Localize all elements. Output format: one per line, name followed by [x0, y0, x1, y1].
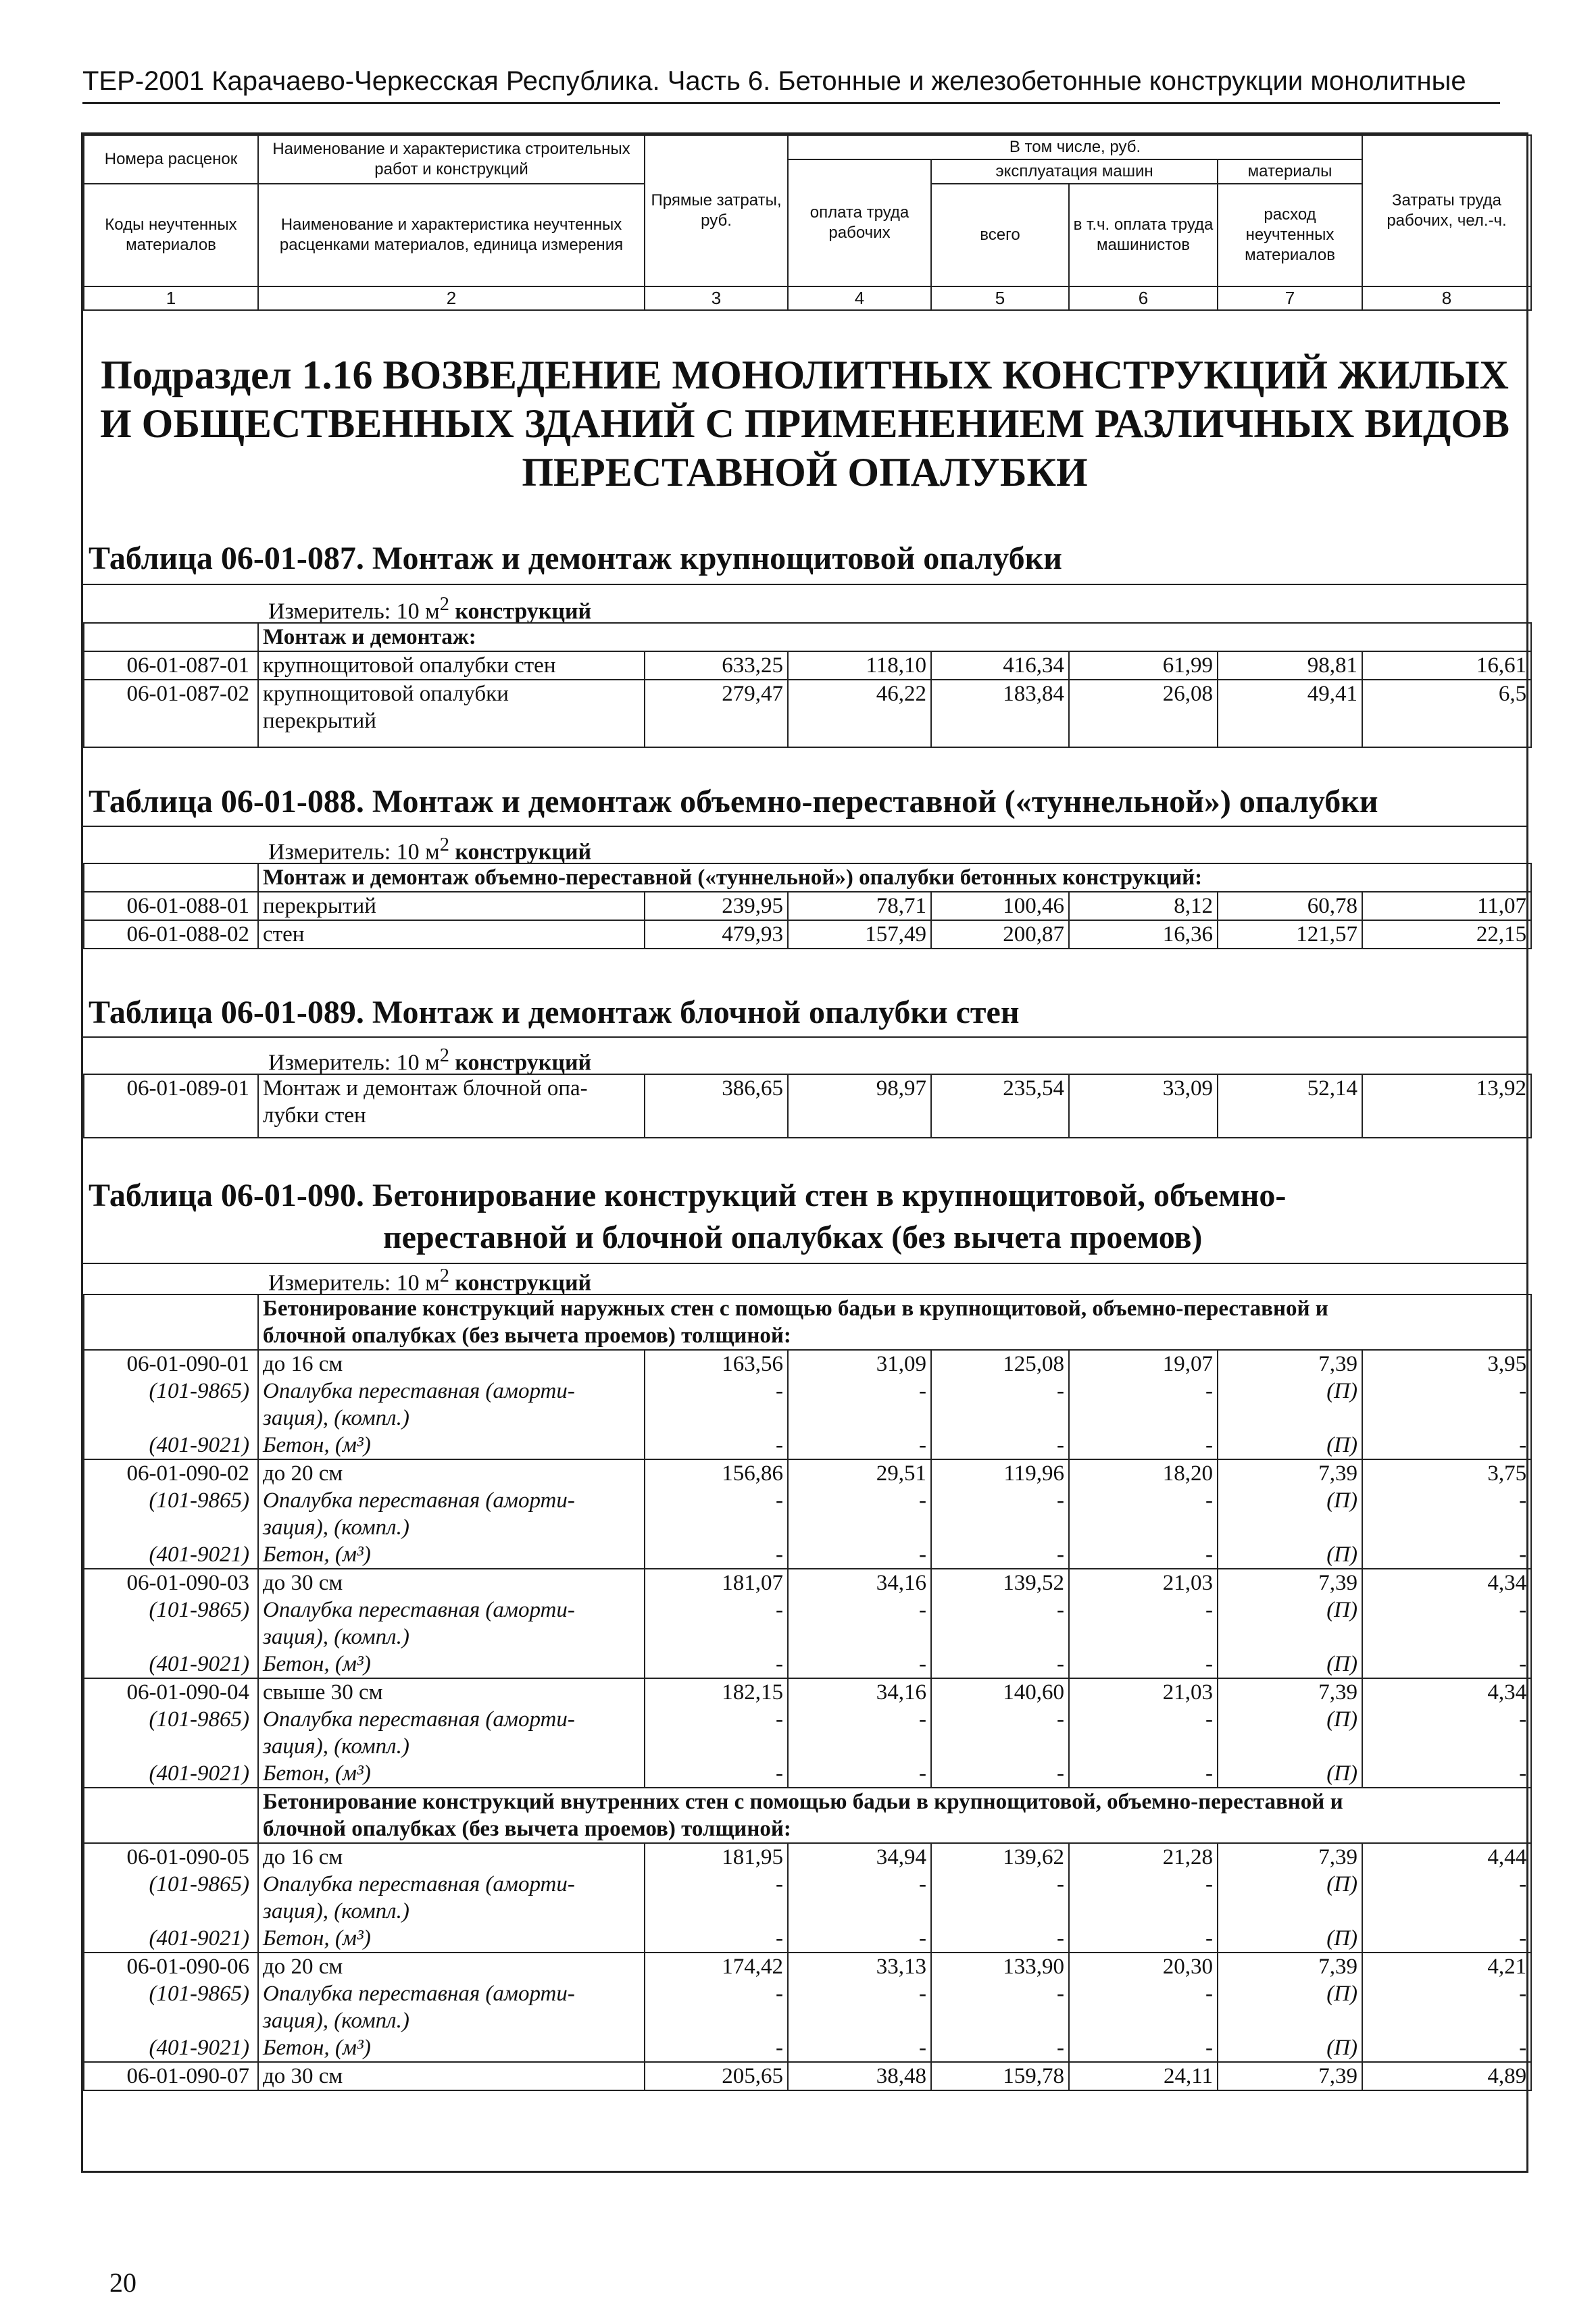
machines-total: - — [931, 1432, 1069, 1459]
machinist-wages: - — [1069, 1378, 1218, 1432]
material-code: (101-9865) — [84, 1706, 258, 1760]
table-088-unit — [268, 834, 591, 865]
direct-costs: 156,86 — [645, 1459, 788, 1487]
machines-total: 139,52 — [931, 1569, 1069, 1596]
table-090-unit — [268, 1265, 591, 1296]
table-089-unit — [268, 1045, 591, 1076]
machinist-wages: 21,03 — [1069, 1678, 1218, 1706]
col-header-materials: материалы — [1218, 159, 1362, 184]
material-code: (401-9021) — [84, 2034, 258, 2062]
labor-costs: - — [1362, 2034, 1531, 2062]
direct-costs: 279,47 — [645, 680, 788, 734]
table-row — [84, 651, 1531, 680]
direct-costs: - — [645, 1378, 788, 1432]
labor-costs: 6,5 — [1362, 680, 1531, 734]
material-usage: 49,41 — [1218, 680, 1362, 734]
machines-total: - — [931, 1541, 1069, 1569]
material-usage: 7,39 — [1218, 1843, 1362, 1871]
rate-code: 06-01-087-02 — [84, 680, 258, 734]
column-number: 1 — [84, 286, 258, 310]
material-name-line1: Опалубка переставная (аморти- — [263, 1488, 575, 1513]
machinist-wages: 18,20 — [1069, 1459, 1218, 1487]
machinist-wages: 21,28 — [1069, 1843, 1218, 1871]
work-name: стен — [258, 920, 645, 949]
labor-costs: 3,75 — [1362, 1459, 1531, 1487]
col-header-rate-number: Номера расценок — [84, 135, 258, 184]
material-usage: 52,14 — [1218, 1074, 1362, 1129]
machines-total: 140,60 — [931, 1678, 1069, 1706]
col-header-machines: эксплуатация машин — [931, 159, 1218, 184]
material-name: Бетон, (м³) — [258, 1432, 645, 1459]
price-table-frame — [81, 132, 1528, 2173]
machinist-wages: 20,30 — [1069, 1953, 1218, 1980]
material-usage: 7,39 — [1218, 1569, 1362, 1596]
wages: - — [788, 1378, 931, 1432]
table-087-group: Монтаж и демонтаж: — [258, 623, 1531, 651]
work-name: свыше 30 см — [258, 1678, 645, 1706]
wages: - — [788, 1487, 931, 1541]
labor-costs: - — [1362, 1980, 1531, 2034]
material-usage: 7,39 — [1218, 2062, 1362, 2090]
labor-costs: 4,21 — [1362, 1953, 1531, 1980]
col-header-machinist-wages: в т.ч. оплата труда машинистов — [1069, 184, 1218, 286]
work-name-line2: лубки стен — [263, 1103, 366, 1128]
table-row — [84, 920, 1531, 949]
material-row — [84, 1487, 1531, 1541]
wages: 38,48 — [788, 2062, 931, 2090]
material-name — [258, 1871, 645, 1925]
rate-code: 06-01-090-02 — [84, 1459, 258, 1487]
column-number: 6 — [1069, 286, 1218, 310]
table-088-group: Монтаж и демонтаж объемно-переставной («туннельной») опалубки бетонных конструкций: — [258, 863, 1531, 892]
material-usage: 7,39 — [1218, 1459, 1362, 1487]
material-row — [84, 1596, 1531, 1651]
direct-costs: 163,56 — [645, 1350, 788, 1378]
material-code: (101-9865) — [84, 1596, 258, 1651]
table-row — [84, 1569, 1531, 1596]
group-line1: Бетонирование конструкций внутренних стен с помощью бадьи в крупнощитовой, объемно-переставной и — [263, 1790, 1343, 1814]
col-header-material-names: Наименование и характеристика неучтенных расценками материалов, единица измерения — [258, 184, 645, 286]
machinist-wages: 19,07 — [1069, 1350, 1218, 1378]
material-code: (401-9021) — [84, 1651, 258, 1678]
table-090-title-line2: переставной и блочной опалубках (без вычета проемов) — [383, 1219, 1203, 1255]
column-number: 8 — [1362, 286, 1531, 310]
wages: 34,16 — [788, 1569, 931, 1596]
direct-costs: 182,15 — [645, 1678, 788, 1706]
machinist-wages: - — [1069, 1432, 1218, 1459]
machinist-wages: - — [1069, 1596, 1218, 1651]
page-header: ТЕР-2001 Карачаево-Черкесская Республика. Часть 6. Бетонные и железобетонные конструкции монолитные — [82, 66, 1500, 104]
table-row — [84, 1843, 1531, 1871]
material-row — [84, 1432, 1531, 1459]
table-row — [84, 1074, 1531, 1129]
page-number: 20 — [109, 2267, 136, 2298]
material-name-line1: Опалубка переставная (аморти- — [263, 1707, 575, 1732]
rate-code: 06-01-090-03 — [84, 1569, 258, 1596]
material-row — [84, 1871, 1531, 1925]
wages: - — [788, 2034, 931, 2062]
work-name-line1: Монтаж и демонтаж блочной опа- — [263, 1076, 588, 1101]
rate-code: 06-01-090-07 — [84, 2062, 258, 2090]
divider — [83, 1036, 1526, 1038]
machinist-wages: - — [1069, 1487, 1218, 1541]
direct-costs: - — [645, 1487, 788, 1541]
wages: 31,09 — [788, 1350, 931, 1378]
material-usage: 60,78 — [1218, 892, 1362, 920]
material-code: (101-9865) — [84, 1378, 258, 1432]
direct-costs: - — [645, 1925, 788, 1953]
group-line1: Бетонирование конструкций наружных стен с помощью бадьи в крупнощитовой, объемно-переставной и — [263, 1297, 1328, 1321]
table-row — [84, 680, 1531, 734]
material-name: Бетон, (м³) — [258, 1760, 645, 1788]
machines-total: 200,87 — [931, 920, 1069, 949]
group-line2: блочной опалубках (без вычета проемов) толщиной: — [263, 1324, 791, 1348]
material-name — [258, 1980, 645, 2034]
machinist-wages: 26,08 — [1069, 680, 1218, 734]
wages: - — [788, 1925, 931, 1953]
material-usage: (П) — [1218, 1871, 1362, 1925]
material-name-line1: Опалубка переставная (аморти- — [263, 1872, 575, 1896]
machines-total: - — [931, 1706, 1069, 1760]
machines-total: 159,78 — [931, 2062, 1069, 2090]
unit-sup: 2 — [439, 594, 449, 615]
table-087-unit — [268, 594, 591, 624]
machinist-wages: - — [1069, 1980, 1218, 2034]
wages: 118,10 — [788, 651, 931, 680]
table-088-rows — [83, 863, 1532, 949]
table-089-title: Таблица 06-01-089. Монтаж и демонтаж блочной опалубки стен — [89, 995, 1020, 1030]
material-name-line2: зация), (компл.) — [263, 1406, 409, 1430]
machinist-wages: - — [1069, 1871, 1218, 1925]
direct-costs: 181,07 — [645, 1569, 788, 1596]
material-usage: (П) — [1218, 1596, 1362, 1651]
rate-code: 06-01-089-01 — [84, 1074, 258, 1129]
material-code: (401-9021) — [84, 1541, 258, 1569]
machinist-wages: 8,12 — [1069, 892, 1218, 920]
material-name-line2: зация), (компл.) — [263, 1899, 409, 1923]
column-number: 2 — [258, 286, 645, 310]
unit-prefix: Измеритель: 10 м — [268, 599, 440, 624]
machines-total: - — [931, 1378, 1069, 1432]
material-name — [258, 1596, 645, 1651]
machinist-wages: - — [1069, 1541, 1218, 1569]
material-usage: (П) — [1218, 1925, 1362, 1953]
material-name: Бетон, (м³) — [258, 2034, 645, 2062]
machinist-wages: - — [1069, 1706, 1218, 1760]
machines-total: - — [931, 1980, 1069, 2034]
direct-costs: - — [645, 1432, 788, 1459]
column-number: 4 — [788, 286, 931, 310]
material-usage: 121,57 — [1218, 920, 1362, 949]
labor-costs: 4,34 — [1362, 1569, 1531, 1596]
rate-code: 06-01-090-05 — [84, 1843, 258, 1871]
material-usage: (П) — [1218, 1980, 1362, 2034]
machinist-wages: 16,36 — [1069, 920, 1218, 949]
material-name-line2: зация), (компл.) — [263, 1625, 409, 1649]
material-code: (401-9021) — [84, 1760, 258, 1788]
material-code: (101-9865) — [84, 1980, 258, 2034]
material-name-line1: Опалубка переставная (аморти- — [263, 1598, 575, 1622]
material-row — [84, 1925, 1531, 1953]
machines-total: 235,54 — [931, 1074, 1069, 1129]
table-090-title — [89, 1175, 1507, 1259]
col-header-direct-costs: Прямые затраты, руб. — [645, 135, 788, 286]
unit-prefix: Измеритель: 10 м — [268, 1270, 440, 1296]
wages: - — [788, 1980, 931, 2034]
direct-costs: 181,95 — [645, 1843, 788, 1871]
table-row — [84, 1350, 1531, 1378]
material-row — [84, 1378, 1531, 1432]
material-name — [258, 1378, 645, 1432]
column-numbers-row — [84, 286, 1531, 310]
work-name — [258, 1074, 645, 1129]
material-usage: (П) — [1218, 1378, 1362, 1432]
labor-costs: - — [1362, 1378, 1531, 1432]
unit-suffix: конструкций — [455, 599, 592, 624]
labor-costs: 4,44 — [1362, 1843, 1531, 1871]
column-number: 7 — [1218, 286, 1362, 310]
material-row — [84, 1980, 1531, 2034]
rate-code: 06-01-090-06 — [84, 1953, 258, 1980]
table-087-rows — [83, 622, 1532, 748]
material-name: Бетон, (м³) — [258, 1925, 645, 1953]
material-row — [84, 2034, 1531, 2062]
wages: 34,94 — [788, 1843, 931, 1871]
rate-code: 06-01-090-04 — [84, 1678, 258, 1706]
machinist-wages: 24,11 — [1069, 2062, 1218, 2090]
wages: 98,97 — [788, 1074, 931, 1129]
direct-costs: 386,65 — [645, 1074, 788, 1129]
material-code: (401-9021) — [84, 1432, 258, 1459]
direct-costs: 174,42 — [645, 1953, 788, 1980]
unit-prefix: Измеритель: 10 м — [268, 1050, 440, 1076]
table-090-title-line1: Таблица 06-01-090. Бетонирование конструкций стен в крупнощитовой, объемно- — [89, 1178, 1287, 1213]
labor-costs: - — [1362, 1925, 1531, 1953]
divider — [83, 584, 1526, 585]
material-row — [84, 1760, 1531, 1788]
table-089-rows — [83, 1074, 1532, 1138]
labor-costs: 4,34 — [1362, 1678, 1531, 1706]
col-header-machines-total: всего — [931, 184, 1069, 286]
wages: - — [788, 1596, 931, 1651]
direct-costs: 205,65 — [645, 2062, 788, 2090]
labor-costs: 22,15 — [1362, 920, 1531, 949]
wages: 157,49 — [788, 920, 931, 949]
wages: - — [788, 1541, 931, 1569]
wages: - — [788, 1651, 931, 1678]
labor-costs: - — [1362, 1541, 1531, 1569]
unit-prefix: Измеритель: 10 м — [268, 839, 440, 865]
wages: - — [788, 1432, 931, 1459]
machinist-wages: 61,99 — [1069, 651, 1218, 680]
wages: 34,16 — [788, 1678, 931, 1706]
material-row — [84, 1651, 1531, 1678]
machinist-wages: - — [1069, 1651, 1218, 1678]
labor-costs: - — [1362, 1432, 1531, 1459]
unit-sup: 2 — [439, 1265, 449, 1286]
col-header-including: В том числе, руб. — [788, 135, 1362, 159]
col-header-labor-costs: Затраты труда рабочих, чел.-ч. — [1362, 135, 1531, 286]
material-name-line1: Опалубка переставная (аморти- — [263, 1982, 575, 2006]
blank-cell — [84, 1788, 258, 1843]
direct-costs: 479,93 — [645, 920, 788, 949]
machinist-wages: - — [1069, 1925, 1218, 1953]
labor-costs: 4,89 — [1362, 2062, 1531, 2090]
material-name — [258, 1487, 645, 1541]
wages: 46,22 — [788, 680, 931, 734]
machinist-wages: 33,09 — [1069, 1074, 1218, 1129]
wages: - — [788, 1760, 931, 1788]
material-name-line2: зация), (компл.) — [263, 2009, 409, 2033]
rate-code: 06-01-087-01 — [84, 651, 258, 680]
material-code: (401-9021) — [84, 1925, 258, 1953]
work-name-line2: перекрытий — [263, 709, 376, 733]
table-088-title: Таблица 06-01-088. Монтаж и демонтаж объемно-переставной («туннельной») опалубки — [89, 784, 1378, 820]
labor-costs: 3,95 — [1362, 1350, 1531, 1378]
material-usage: (П) — [1218, 1487, 1362, 1541]
unit-sup: 2 — [439, 834, 449, 855]
work-name: до 30 см — [258, 1569, 645, 1596]
unit-suffix: конструкций — [455, 1270, 592, 1296]
machines-total: 100,46 — [931, 892, 1069, 920]
col-header-material-codes: Коды неучтенных материалов — [84, 184, 258, 286]
material-usage: 7,39 — [1218, 1350, 1362, 1378]
material-usage: 7,39 — [1218, 1953, 1362, 1980]
direct-costs: - — [645, 1706, 788, 1760]
rate-code: 06-01-090-01 — [84, 1350, 258, 1378]
machinist-wages: 21,03 — [1069, 1569, 1218, 1596]
direct-costs: - — [645, 2034, 788, 2062]
material-usage: (П) — [1218, 2034, 1362, 2062]
material-code: (101-9865) — [84, 1871, 258, 1925]
table-090-group — [258, 1788, 1531, 1843]
work-name: до 20 см — [258, 1459, 645, 1487]
table-087-title: Таблица 06-01-087. Монтаж и демонтаж крупнощитовой опалубки — [89, 540, 1062, 576]
direct-costs: 633,25 — [645, 651, 788, 680]
blank-cell — [84, 1294, 258, 1350]
material-usage: (П) — [1218, 1541, 1362, 1569]
col-header-work-name: Наименование и характеристика строительных работ и конструкций — [258, 135, 645, 184]
material-name: Бетон, (м³) — [258, 1651, 645, 1678]
labor-costs: - — [1362, 1706, 1531, 1760]
material-name-line1: Опалубка переставная (аморти- — [263, 1379, 575, 1403]
machines-total: 125,08 — [931, 1350, 1069, 1378]
table-090-rows — [83, 1294, 1532, 2091]
machinist-wages: - — [1069, 1760, 1218, 1788]
work-name: до 20 см — [258, 1953, 645, 1980]
labor-costs: - — [1362, 1871, 1531, 1925]
wages: - — [788, 1706, 931, 1760]
material-usage: 7,39 — [1218, 1678, 1362, 1706]
labor-costs: 11,07 — [1362, 892, 1531, 920]
rate-code: 06-01-088-02 — [84, 920, 258, 949]
labor-costs: - — [1362, 1760, 1531, 1788]
work-name: до 30 см — [258, 2062, 645, 2090]
material-row — [84, 1706, 1531, 1760]
wages: 29,51 — [788, 1459, 931, 1487]
machines-total: - — [931, 1651, 1069, 1678]
machines-total: 139,62 — [931, 1843, 1069, 1871]
unit-sup: 2 — [439, 1045, 449, 1066]
direct-costs: - — [645, 1651, 788, 1678]
machinist-wages: - — [1069, 2034, 1218, 2062]
subsection-title: Подраздел 1.16 ВОЗВЕДЕНИЕ МОНОЛИТНЫХ КОНСТРУКЦИЙ ЖИЛЫХ И ОБЩЕСТВЕННЫХ ЗДАНИЙ С ПРИМЕНЕНИЕМ РАЗЛИЧНЫХ ВИДОВ ПЕРЕСТАВНОЙ ОПАЛУБКИ — [100, 353, 1510, 495]
material-usage: (П) — [1218, 1706, 1362, 1760]
wages: - — [788, 1871, 931, 1925]
rate-code: 06-01-088-01 — [84, 892, 258, 920]
machines-total: - — [931, 1487, 1069, 1541]
machines-total: - — [931, 1871, 1069, 1925]
direct-costs: - — [645, 1760, 788, 1788]
table-row — [84, 1678, 1531, 1706]
wages: 78,71 — [788, 892, 931, 920]
material-row — [84, 1541, 1531, 1569]
machines-total: - — [931, 1596, 1069, 1651]
work-name: до 16 см — [258, 1843, 645, 1871]
table-row — [84, 892, 1531, 920]
material-usage: (П) — [1218, 1651, 1362, 1678]
col-header-material-usage: расход неучтенных материалов — [1218, 184, 1362, 286]
direct-costs: - — [645, 1596, 788, 1651]
table-row — [84, 2062, 1531, 2090]
direct-costs: 239,95 — [645, 892, 788, 920]
direct-costs: - — [645, 1871, 788, 1925]
material-name-line2: зация), (компл.) — [263, 1515, 409, 1540]
material-code: (101-9865) — [84, 1487, 258, 1541]
direct-costs: - — [645, 1980, 788, 2034]
work-name: до 16 см — [258, 1350, 645, 1378]
direct-costs: - — [645, 1541, 788, 1569]
machines-total: 119,96 — [931, 1459, 1069, 1487]
work-name-line1: крупнощитовой опалубки — [263, 682, 509, 706]
labor-costs: - — [1362, 1487, 1531, 1541]
col-header-wages: оплата труда рабочих — [788, 159, 931, 286]
column-header — [83, 134, 1532, 311]
machines-total: 416,34 — [931, 651, 1069, 680]
machines-total: - — [931, 2034, 1069, 2062]
group-line2: блочной опалубках (без вычета проемов) толщиной: — [263, 1817, 791, 1841]
divider — [83, 826, 1526, 827]
unit-suffix: конструкций — [455, 1050, 592, 1076]
labor-costs: 16,61 — [1362, 651, 1531, 680]
table-row — [84, 1953, 1531, 1980]
table-row — [84, 1459, 1531, 1487]
material-name — [258, 1706, 645, 1760]
column-number: 5 — [931, 286, 1069, 310]
work-name — [258, 680, 645, 734]
machines-total: 133,90 — [931, 1953, 1069, 1980]
labor-costs: - — [1362, 1596, 1531, 1651]
unit-suffix: конструкций — [455, 839, 592, 865]
machines-total: - — [931, 1760, 1069, 1788]
table-090-group — [258, 1294, 1531, 1350]
material-usage: (П) — [1218, 1432, 1362, 1459]
work-name: перекрытий — [258, 892, 645, 920]
material-name: Бетон, (м³) — [258, 1541, 645, 1569]
material-usage: (П) — [1218, 1760, 1362, 1788]
machines-total: 183,84 — [931, 680, 1069, 734]
material-name-line2: зация), (компл.) — [263, 1734, 409, 1759]
machines-total: - — [931, 1925, 1069, 1953]
column-number: 3 — [645, 286, 788, 310]
work-name: крупнощитовой опалубки стен — [258, 651, 645, 680]
labor-costs: - — [1362, 1651, 1531, 1678]
divider — [83, 1263, 1526, 1264]
labor-costs: 13,92 — [1362, 1074, 1531, 1129]
wages: 33,13 — [788, 1953, 931, 1980]
material-usage: 98,81 — [1218, 651, 1362, 680]
